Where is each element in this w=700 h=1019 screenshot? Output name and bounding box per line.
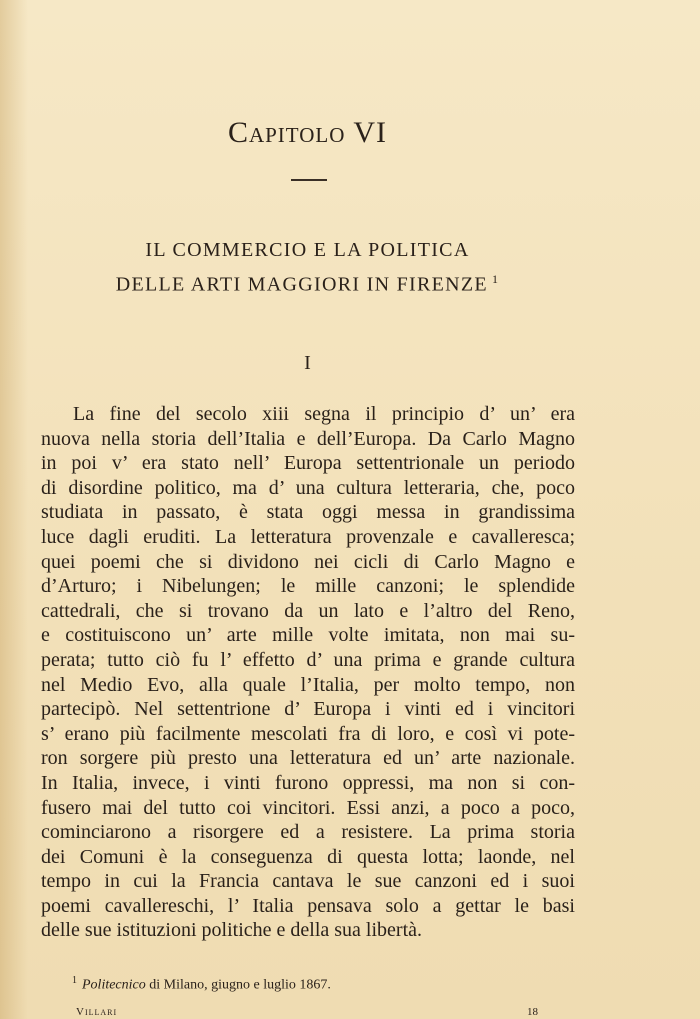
body-line: dei Comuni è la conseguenza di questa lotta; laonde, nel: [41, 845, 575, 868]
body-line: fusero mai del tutto coi vincitori. Essi anzi, a poco a poco,: [41, 796, 575, 819]
body-line: cominciarono a risorgere ed a resistere. La prima storia: [41, 821, 575, 844]
chapter-title-line-1: IL COMMERCIO E LA POLITICA: [145, 239, 470, 261]
chapter-heading: Capitolo VI: [227, 116, 388, 149]
body-line: studiata in passato, è stata oggi messa in grandissima: [41, 501, 575, 524]
body-paragraph: [41, 402, 575, 943]
body-line: in poi v’ era stato nell’ Europa settentrionale un periodo: [41, 452, 575, 475]
body-line: ron sorgere più presto una letteratura ed un’ arte nazionale.: [41, 747, 575, 770]
chapter-divider: [291, 179, 327, 181]
signature-number: 18: [527, 1006, 538, 1018]
footnote-marker: 1: [72, 975, 77, 986]
body-line: s’ erano più facilmente mescolati fra di loro, e così vi pote-: [41, 722, 575, 745]
footnote-text: di Milano, giugno e luglio 1867.: [145, 977, 331, 993]
body-line: cattedrali, che si trovano da un lato e l’altro del Reno,: [41, 599, 575, 622]
body-line: La fine del secolo xiii segna il principio d’ un’ era: [73, 403, 575, 425]
chapter-title-line-2-text: DELLE ARTI MAGGIORI IN FIRENZE: [115, 273, 488, 296]
footnote: [72, 975, 331, 994]
body-line: partecipò. Nel settentrione d’ Europa i vinti ed i vincitori: [41, 698, 575, 721]
body-line: di disordine politico, ma d’ una cultura letteraria, che, poco: [41, 476, 575, 499]
body-line: quei poemi che si dividono nei cicli di Carlo Magno e: [41, 550, 575, 573]
signature-author: Villari: [76, 1006, 118, 1018]
footnote-italic: Politecnico: [82, 977, 146, 993]
body-line: nel Medio Evo, alla quale l’Italia, per molto tempo, non: [41, 673, 575, 696]
body-line: e costituiscono un’ arte mille volte imitata, non mai su-: [41, 624, 575, 647]
body-line: nuova nella storia dell’Italia e dell’Europa. Da Carlo Magno: [41, 427, 575, 450]
chapter-title-line-2: [0, 272, 615, 297]
body-line: d’Arturo; i Nibelungen; le mille canzoni; le splendide: [41, 575, 575, 598]
body-line: tempo in cui la Francia cantava le sue canzoni ed i suoi: [41, 870, 575, 893]
body-line: luce dagli eruditi. La letteratura provenzale e cavalleresca;: [41, 525, 575, 548]
body-line: perata; tutto ciò fu l’ effetto d’ una prima e grande cultura: [41, 648, 575, 671]
title-footnote-marker: 1: [491, 272, 500, 286]
body-line: delle sue istituzioni politiche e della sua libertà.: [41, 919, 422, 942]
body-line: poemi cavallereschi, l’ Italia pensava solo a gettar le basi: [41, 894, 575, 917]
body-line: In Italia, invece, i vinti furono oppressi, ma non si con-: [41, 771, 575, 794]
section-number: I: [304, 352, 311, 374]
